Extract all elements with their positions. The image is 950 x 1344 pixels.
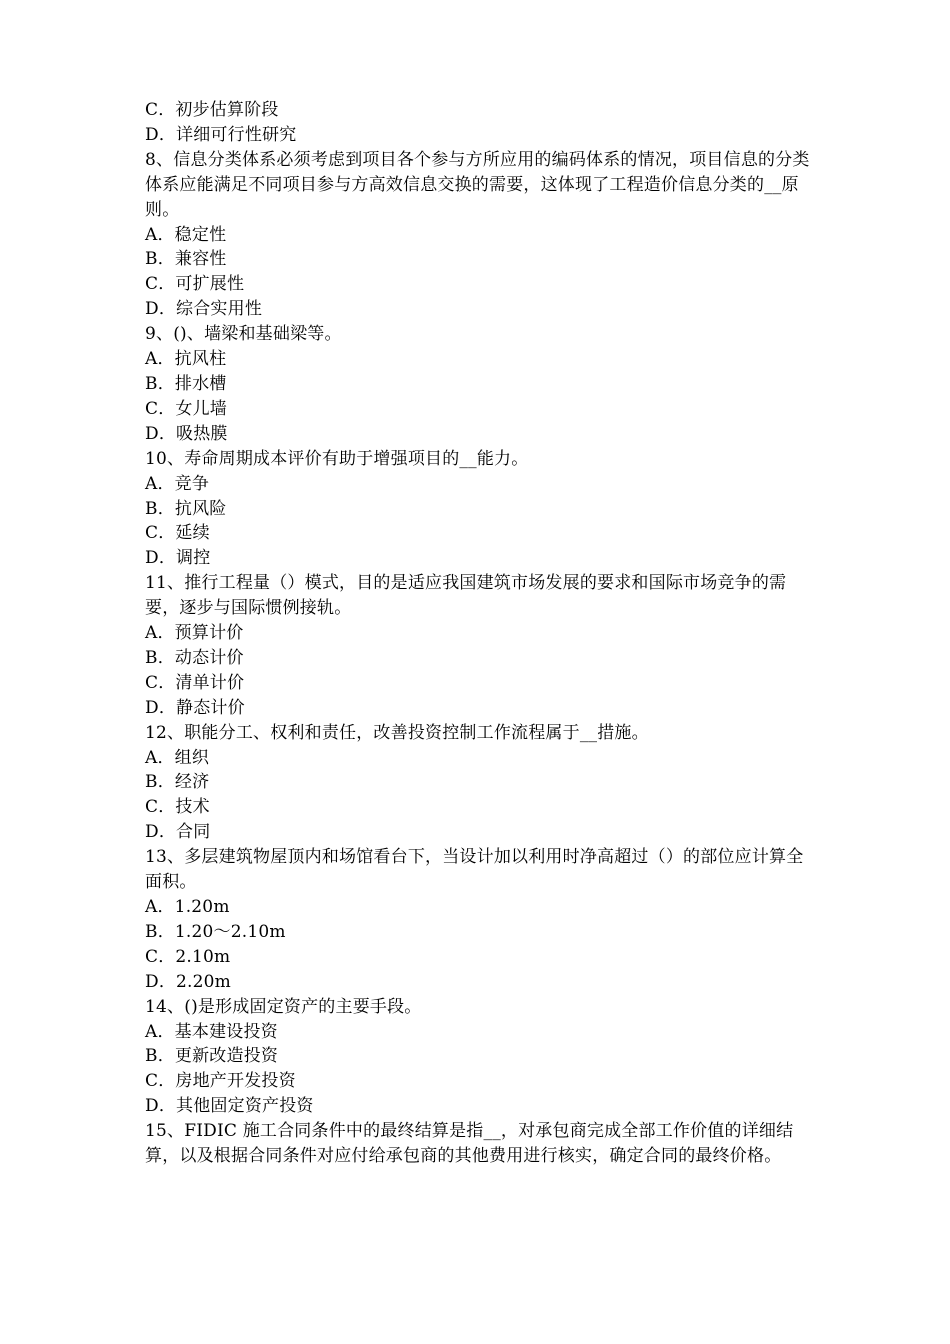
option-a-q8: A．稳定性 <box>145 224 227 245</box>
option-a-q11: A．预算计价 <box>145 623 244 644</box>
option-c-q13: C．2.10m <box>145 946 231 967</box>
option-d-q12: D．合同 <box>145 822 211 843</box>
option-a-q9: A．抗风柱 <box>145 349 227 370</box>
option-b-q11: B．动态计价 <box>145 647 244 668</box>
option-a-q12: A．组织 <box>145 747 210 768</box>
question-9: 9、()、墙梁和基础梁等。 <box>145 324 342 345</box>
option-d-q8: D．综合实用性 <box>145 299 263 320</box>
option-a-q14: A．基本建设投资 <box>145 1021 278 1042</box>
question-11: 11、推行工程量（）模式，目的是适应我国建筑市场发展的要求和国际市场竞争的需要，逐步与国际惯例接轨。 <box>145 573 787 619</box>
option-c-q11: C．清单计价 <box>145 672 245 693</box>
question-12: 12、职能分工、权利和责任，改善投资控制工作流程属于__措施。 <box>145 722 649 743</box>
option-c-q9: C．女儿墙 <box>145 398 228 419</box>
option-b-q8: B．兼容性 <box>145 249 227 270</box>
option-c-q10: C．延续 <box>145 523 210 544</box>
option-b-q10: B．抗风险 <box>145 498 227 519</box>
option-d-q7: D．详细可行性研究 <box>145 124 297 145</box>
question-13: 13、多层建筑物屋顶内和场馆看台下，当设计加以利用时净高超过（）的部位应计算全面积。 <box>145 847 804 893</box>
option-d-q13: D．2.20m <box>145 971 232 992</box>
option-b-q12: B．经济 <box>145 772 210 793</box>
option-a-q13: A．1.20m <box>145 897 230 917</box>
option-b-q13: B．1.20～2.10m <box>145 921 286 942</box>
option-d-q14: D．其他固定资产投资 <box>145 1096 314 1117</box>
question-14: 14、()是形成固定资产的主要手段。 <box>145 996 422 1017</box>
option-c-q7: C．初步估算阶段 <box>145 100 279 120</box>
option-b-q14: B．更新改造投资 <box>145 1046 279 1067</box>
option-d-q9: D．吸热膜 <box>145 423 228 444</box>
question-8: 8、信息分类体系必须考虑到项目各个参与方所应用的编码体系的情况，项目信息的分类体系应能满足不同项目参与方高效信息交换的需要，这体现了工程造价信息分类的__原则。 <box>145 149 810 220</box>
question-15: 15、FIDIC 施工合同条件中的最终结算是指__，对承包商完成全部工作价值的详细结算，以及根据合同条件对应付给承包商的其他费用进行核实，确定合同的最终价格。 <box>145 1121 794 1167</box>
document-page <box>145 98 820 1169</box>
option-a-q10: A．竞争 <box>145 473 210 494</box>
option-b-q9: B．排水槽 <box>145 373 227 394</box>
question-10: 10、寿命周期成本评价有助于增强项目的__能力。 <box>145 448 529 469</box>
option-d-q11: D．静态计价 <box>145 697 245 718</box>
option-c-q14: C．房地产开发投资 <box>145 1071 296 1092</box>
option-d-q10: D．调控 <box>145 548 211 569</box>
option-c-q12: C．技术 <box>145 797 210 818</box>
option-c-q8: C．可扩展性 <box>145 274 245 295</box>
